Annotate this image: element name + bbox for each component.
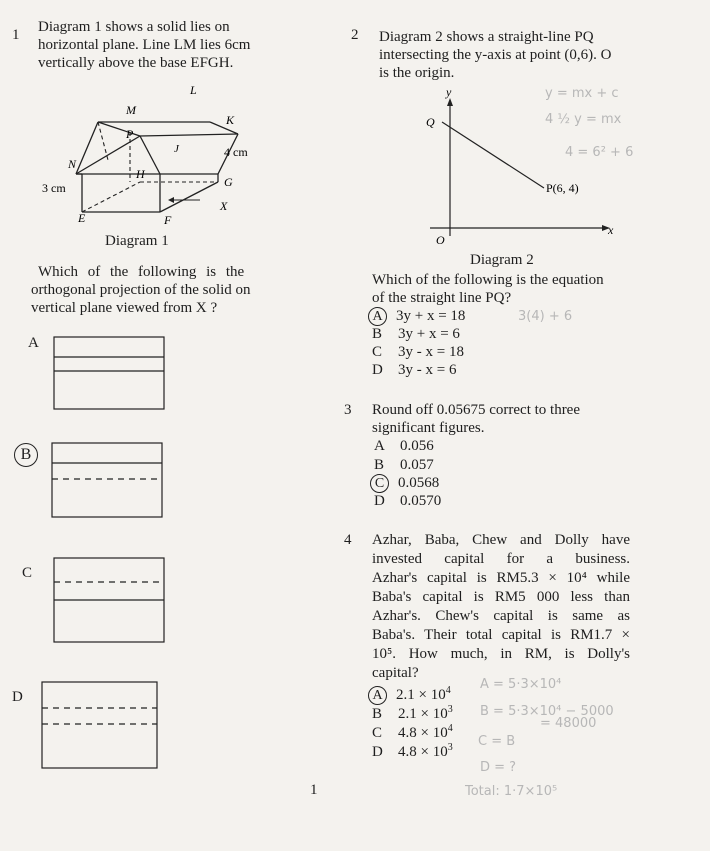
q1-line-3: vertically above the base EFGH. [38, 55, 234, 71]
label-P: P [126, 127, 134, 141]
q4-option-c-letter: C [372, 725, 383, 741]
q3-option-d-text: 0.0570 [400, 493, 442, 509]
q1-option-c-figure[interactable] [52, 556, 167, 646]
q4-handwriting-b2: = 48000 [540, 716, 597, 731]
q4-option-b-mantissa: 2.1 × 10 [398, 706, 448, 722]
q2-option-d-letter: D [372, 362, 383, 378]
label-G: G [224, 175, 233, 189]
label-3cm: 3 cm [42, 181, 66, 195]
q1-question-line-2: orthogonal projection of the solid on [31, 282, 251, 298]
q2-origin-label: O [436, 233, 445, 247]
q2-handwriting-top: y = mx + c [545, 86, 619, 101]
q4-line-3: Azhar's capital is RM5.3 × 10⁴ while [372, 570, 630, 586]
q2-diagram-caption: Diagram 2 [470, 252, 534, 268]
q1-option-b-figure[interactable] [50, 441, 165, 521]
q4-line-2: invested capital for a business. [372, 551, 630, 567]
q3-line-1: Round off 0.05675 correct to three [372, 402, 581, 418]
q4-handwriting-d: D = ? [480, 760, 517, 775]
label-K: K [226, 113, 235, 127]
q2-option-c-letter: C [372, 344, 383, 360]
q4-line-8: capital? [372, 665, 419, 681]
q1-diagram-caption: Diagram 1 [105, 233, 169, 249]
label-F: F [164, 213, 172, 227]
q2-number: 2 [351, 27, 359, 43]
q3-option-c[interactable] [374, 474, 439, 493]
q3-option-b-text: 0.057 [400, 457, 434, 473]
q4-option-d[interactable] [372, 743, 453, 761]
label-X: X [220, 199, 228, 213]
q1-option-b-letter[interactable] [14, 443, 38, 467]
q1-question-line-1: Which of the following is the [38, 264, 245, 280]
q2-line-3: is the origin. [379, 65, 455, 81]
q1-line-1: Diagram 1 shows a solid lies on [38, 19, 230, 35]
q3-option-a[interactable] [374, 437, 434, 455]
q2-option-d[interactable] [372, 361, 456, 379]
q2-option-c[interactable] [372, 343, 464, 361]
q3-number: 3 [344, 402, 352, 418]
q1-option-b-circled: B [14, 443, 38, 467]
q2-handwriting-mid: 4 ½ y = mx [545, 112, 622, 127]
q4-line-5: Azhar's. Chew's capital is same as [372, 608, 630, 624]
q1-option-c-letter[interactable]: C [22, 565, 33, 581]
q4-option-d-mantissa: 4.8 × 10 [398, 744, 448, 760]
q2-point-q-label: Q [426, 115, 435, 129]
q2-option-a-letter: A [368, 307, 387, 326]
q1-option-a-figure[interactable] [52, 335, 167, 413]
q4-option-a[interactable] [372, 686, 451, 705]
q4-option-c-exponent: 4 [447, 723, 453, 734]
q1-solid-diagram [40, 82, 270, 252]
q4-option-d-letter: D [372, 744, 383, 760]
q2-option-b-text: 3y + x = 6 [398, 326, 460, 342]
q4-option-b[interactable] [372, 705, 453, 723]
q4-option-c[interactable] [372, 724, 453, 742]
q1-line-2: horizontal plane. Line LM lies 6cm [38, 37, 251, 53]
q4-handwriting-b: B = 5·3×10⁴ − 5000 [480, 704, 614, 719]
q1-option-d-figure[interactable] [40, 680, 162, 772]
page-number: 1 [310, 782, 318, 798]
q4-option-b-exponent: 3 [447, 704, 453, 715]
q4-option-d-exponent: 3 [447, 742, 453, 753]
q4-line-6: Baba's. Their total capital is RM1.7 × [372, 627, 630, 643]
q4-option-a-letter: A [368, 686, 387, 705]
q4-line-4: Baba's capital is RM5 000 less than [372, 589, 630, 605]
q2-point-p-label: P(6, 4) [546, 181, 579, 195]
q3-option-d[interactable] [374, 492, 441, 510]
q4-option-a-mantissa: 2.1 × 10 [396, 687, 446, 703]
q4-handwriting-a: A = 5·3×10⁴ [480, 677, 562, 692]
q2-option-b-letter: B [372, 326, 383, 342]
q1-option-d-letter[interactable]: D [12, 689, 23, 705]
q2-y-axis-label: y [446, 88, 452, 99]
q3-option-c-letter: C [370, 474, 389, 493]
q3-option-a-text: 0.056 [400, 438, 434, 454]
q4-number: 4 [344, 532, 352, 548]
q2-line-2: intersecting the y-axis at point (0,6). O [379, 47, 612, 63]
q3-option-a-letter: A [374, 438, 385, 454]
label-4cm: 4 cm [224, 145, 248, 159]
q4-option-b-letter: B [372, 706, 383, 722]
q3-option-c-text: 0.0568 [398, 475, 440, 491]
q2-option-b[interactable] [372, 325, 460, 343]
q3-option-b-letter: B [374, 457, 385, 473]
label-N: N [68, 157, 77, 171]
label-H: H [136, 167, 145, 181]
q2-handwriting-work: 3(4) + 6 [518, 309, 573, 324]
q1-option-a-letter[interactable]: A [28, 335, 39, 351]
q2-x-axis-label: x [608, 223, 614, 237]
q2-option-d-text: 3y - x = 6 [398, 362, 457, 378]
q1-question-line-3: vertical plane viewed from X ? [31, 300, 218, 316]
q3-option-b[interactable] [374, 456, 434, 474]
q4-handwriting-c: C = B [478, 734, 516, 749]
q2-option-a-text: 3y + x = 18 [396, 308, 466, 324]
q4-handwriting-total: Total: 1·7×10⁵ [465, 784, 558, 799]
label-L: L [190, 83, 197, 97]
q1-number: 1 [12, 27, 20, 43]
label-J: J [174, 143, 179, 155]
q2-option-c-text: 3y - x = 18 [398, 344, 464, 360]
q2-question-line-2: of the straight line PQ? [372, 290, 512, 306]
q2-question-line-1: Which of the following is the equation [372, 272, 604, 288]
q3-option-d-letter: D [374, 493, 385, 509]
q4-line-7: 10⁵. How much, in RM, is Dolly's [372, 646, 630, 662]
label-M: M [126, 103, 136, 117]
q2-handwriting-eq: 4 = 6² + 6 [565, 145, 634, 160]
label-E: E [78, 211, 86, 225]
q3-line-2: significant figures. [372, 420, 485, 436]
q4-line-1: Azhar, Baba, Chew and Dolly have [372, 532, 630, 548]
q4-option-c-mantissa: 4.8 × 10 [398, 725, 448, 741]
q2-line-1: Diagram 2 shows a straight-line PQ [379, 29, 594, 45]
q4-option-a-exponent: 4 [445, 685, 451, 696]
q2-option-a[interactable] [372, 307, 465, 326]
